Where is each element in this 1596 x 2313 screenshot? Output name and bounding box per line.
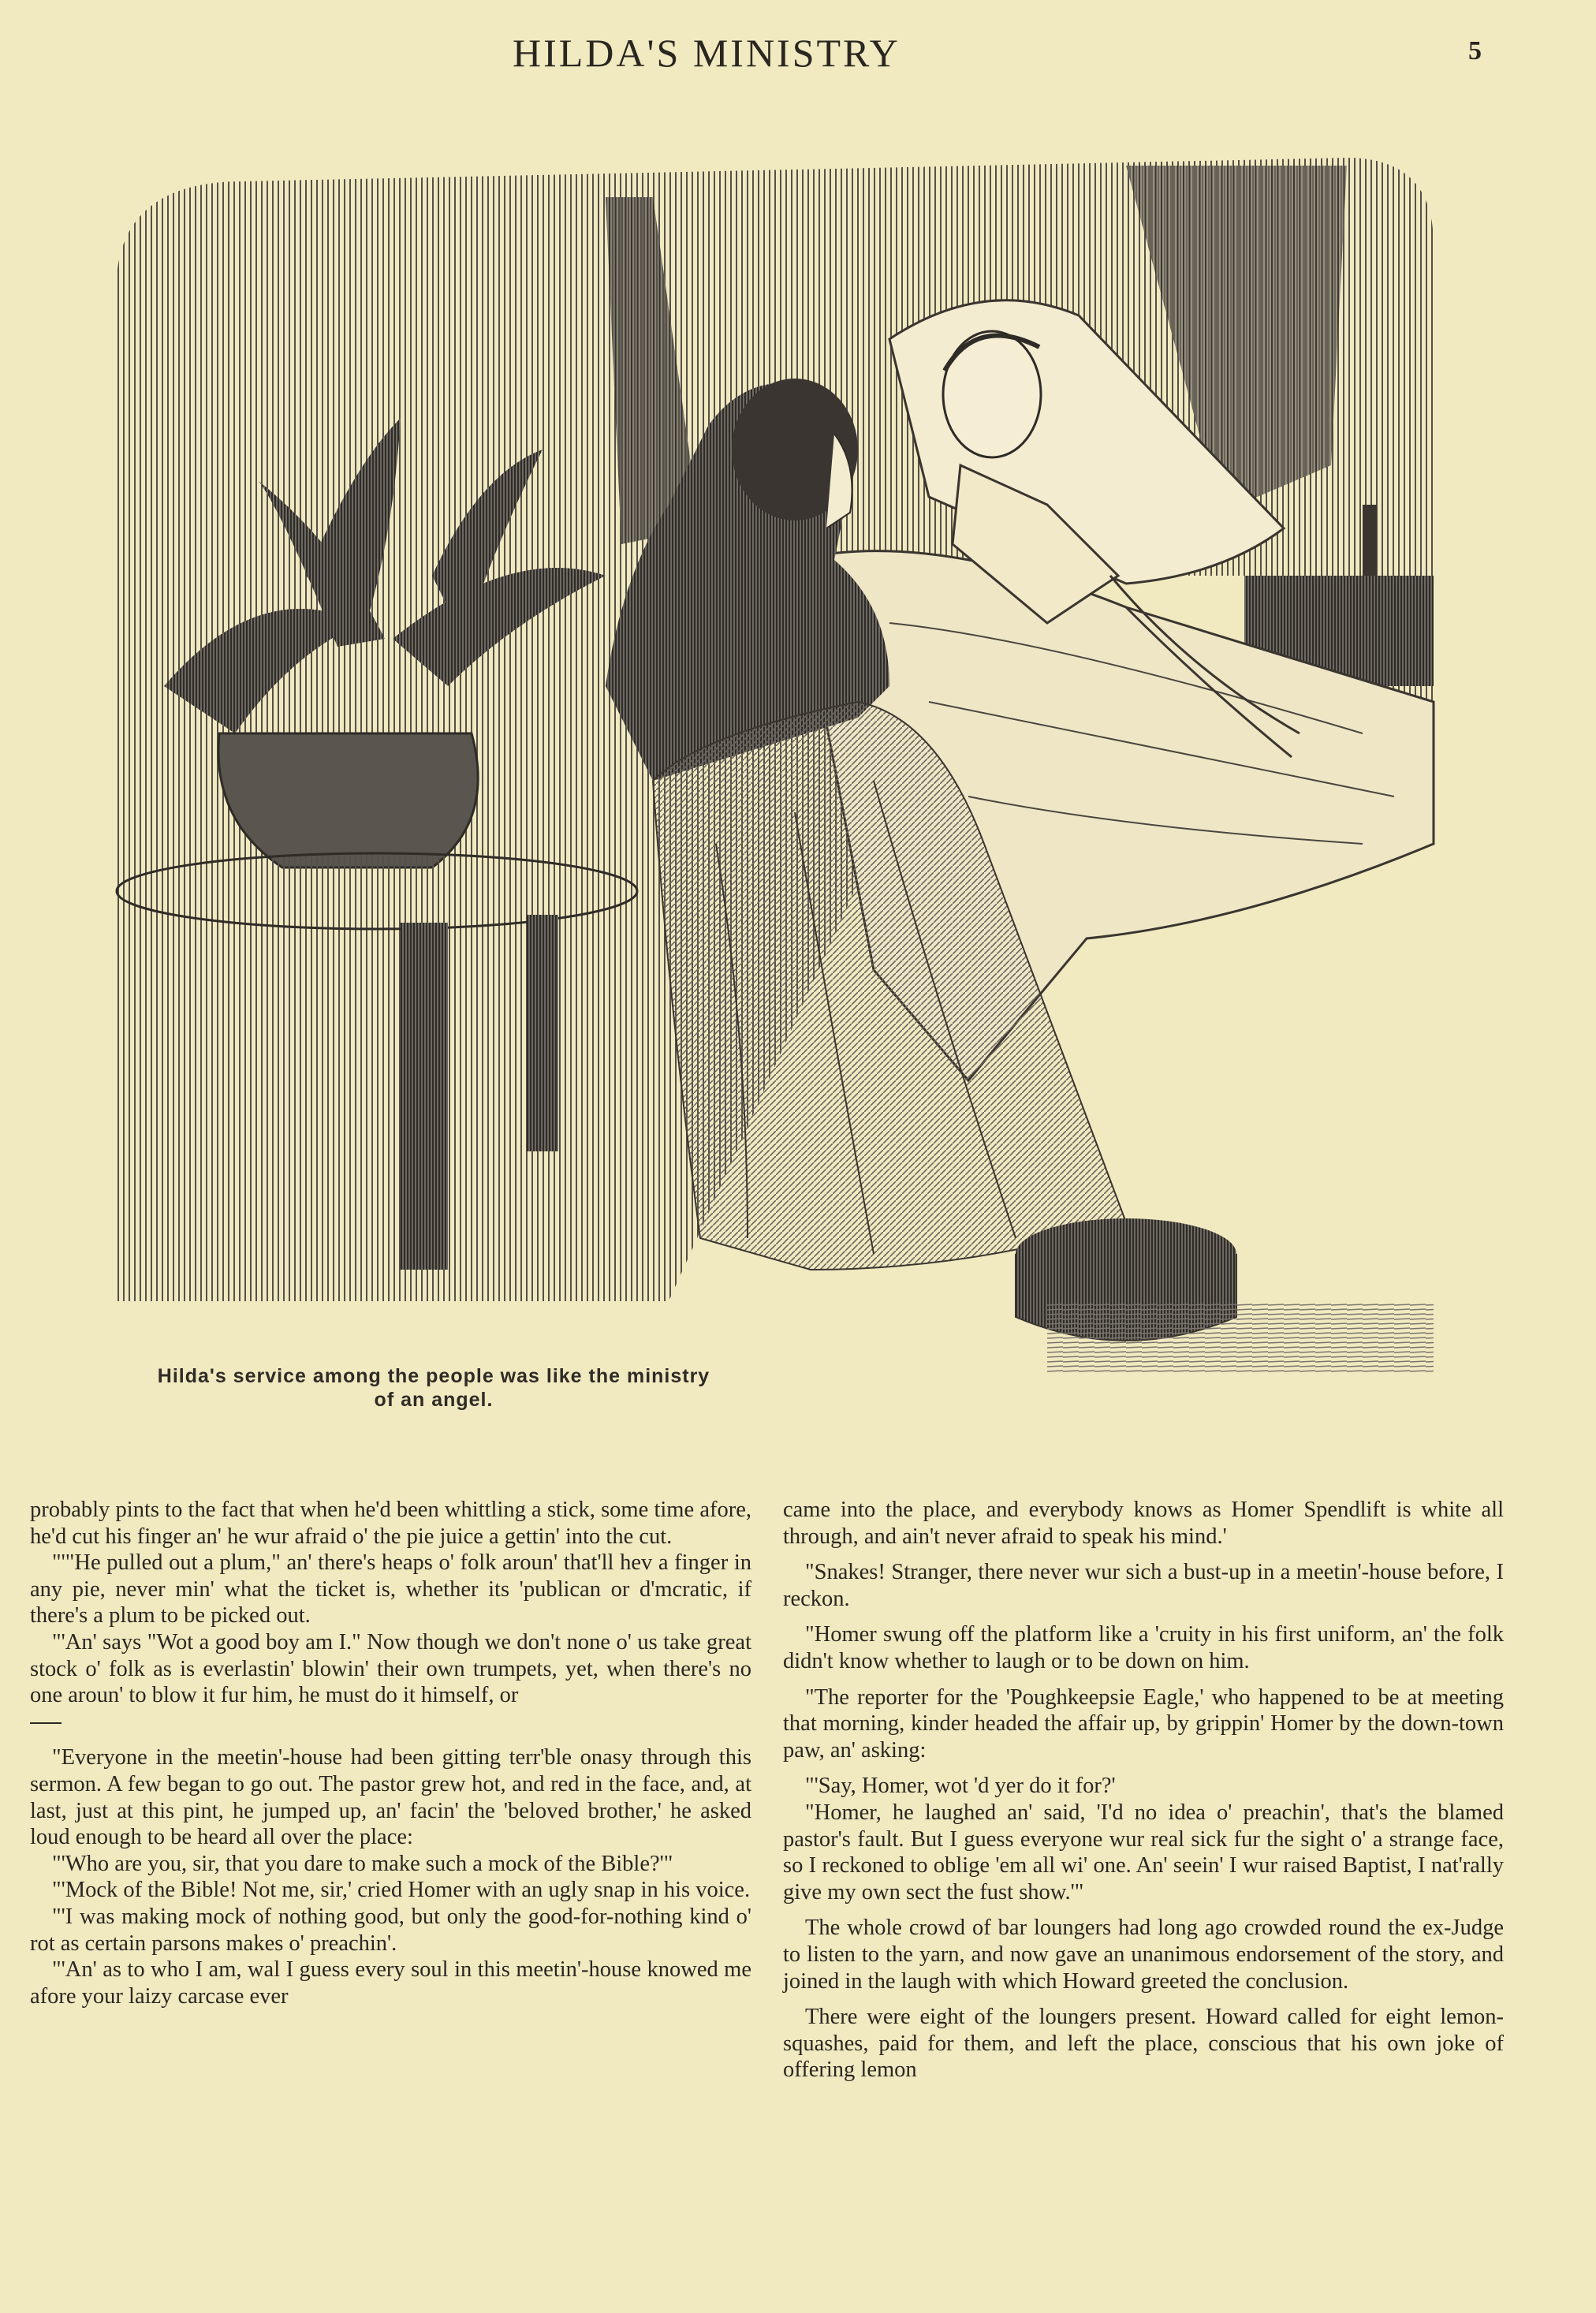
paragraph: "'Mock of the Bible! Not me, sir,' cried Homer with an ugly snap in his voice. — [52, 1878, 751, 1903]
paragraph: "'I was making mock of nothing good, but only the good-for-nothing kind o' rot as certain parsons makes o' preachin'. — [30, 1904, 751, 1956]
paragraph: "Snakes! Stranger, there never wur sich a bust-up in a meetin'-house before, I reckon. — [783, 1560, 1504, 1611]
illustration-caption: Hilda's service among the people was like the ministry of an angel. — [157, 1365, 710, 1411]
paragraph: "'Who are you, sir, that you dare to make such a mock of the Bible?'" — [52, 1851, 673, 1876]
paragraph: "'An' says "Wot a good boy am I." Now though we don't none o' us take great stock o' folk as is everlastin' blowin' their own trumpets, yet, when there's no one aroun' to blow it fur him, he must do it himself, or — [30, 1629, 751, 1708]
engraving-illustration — [101, 134, 1441, 1380]
paragraph: There were eight of the loungers present. Howard called for eight lemon-squashes, paid for them, and left the place, conscious that his own joke of offering lemon — [783, 2005, 1504, 2083]
paragraph: "Homer, he laughed an' said, 'I'd no idea o' preachin', that's the blamed pastor's fault. But I guess everyone wur real sick fur the sight o' a strange face, so I reckoned to oblige 'em all wi' one. An' seein' I wur raised Baptist, I nat'rally give my own sect the fust show.'" — [783, 1800, 1504, 1904]
page-number: 5 — [1468, 36, 1482, 65]
paragraph: "Everyone in the meetin'-house had been gitting terr'ble onasy through this sermon. A few began to go out. The pastor grew hot, and red in the face, and, at last, just at this pint, he jumped up, an' facin' the 'beloved brother,' he asked loud enough to be heard all over the place: — [30, 1745, 751, 1850]
paragraph: "'Say, Homer, wot 'd yer do it for?' — [805, 1774, 1116, 1799]
paragraph: "'"He pulled out a plum," an' there's heaps o' folk aroun' that'll hev a finger in any pie, never min' what the ticket is, whether its 'publican or d'mcratic, if there's a plum to be picked out. — [30, 1550, 751, 1628]
illustration-drawing — [101, 134, 1441, 1380]
paragraph: "Homer swung off the platform like a 'cruity in his first uniform, an' the folk didn't know whether to laugh or to be down on him. — [783, 1622, 1504, 1673]
paragraph: The whole crowd of bar loungers had long ago crowded round the ex-Judge to listen to the yarn, and now gave an unanimous endorsement of the story, and joined in the laugh with which Howard greeted the conclusion. — [783, 1916, 1504, 1994]
paragraph: probably pints to the fact that when he'd been whittling a stick, some time afore, he'd cut his finger an' he wur afraid o' the pie juice a gettin' into the cut. — [30, 1498, 751, 1549]
paragraph: "'An' as to who I am, wal I guess every soul in this meetin'-house knowed me afore your laizy carcase ever — [30, 1957, 751, 2009]
text-column-right — [783, 1497, 1504, 2084]
em-dash-rule — [30, 1709, 751, 1736]
running-head-title: HILDA'S MINISTRY — [513, 31, 901, 75]
text-column-left — [30, 1497, 751, 2009]
paragraph: came into the place, and everybody knows as Homer Spendlift is white all through, and ain't never afraid to speak his mind.' — [783, 1498, 1504, 1549]
paragraph: "The reporter for the 'Poughkeepsie Eagle,' who happened to be at meeting that morning, kinder headed the affair up, by grippin' Homer by the down-town paw, an' asking: — [783, 1684, 1504, 1763]
running-head — [0, 30, 1596, 85]
